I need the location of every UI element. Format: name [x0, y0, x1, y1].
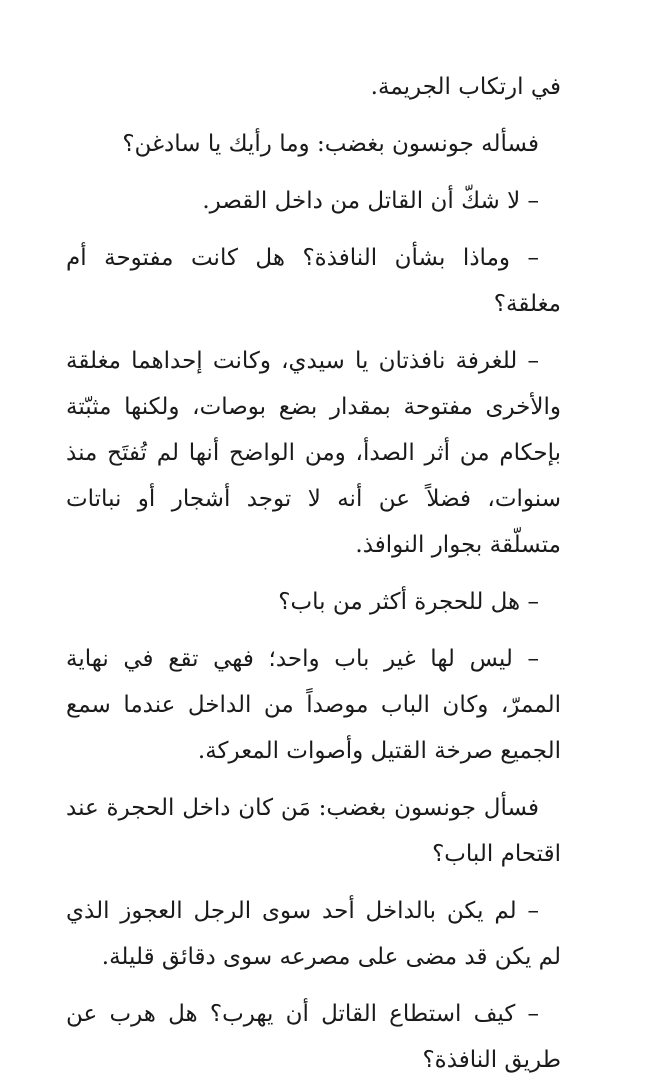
- paragraph-1: في ارتكاب الجريمة.: [370, 74, 561, 100]
- book-page: [66, 64, 561, 1073]
- paragraph-6: – هل للحجرة أكثر من باب؟: [278, 589, 539, 615]
- paragraph-4: – وماذا بشأن النافذة؟ هل كانت مفتوحة أم مغلقة؟: [66, 245, 561, 317]
- paragraph-10: – كيف استطاع القاتل أن يهرب؟ هل هرب عن طريق النافذة؟: [66, 1001, 561, 1073]
- paragraph-8: فسأل جونسون بغضب: مَن كان داخل الحجرة عند اقتحام الباب؟: [66, 795, 561, 867]
- paragraph-5: – للغرفة نافذتان يا سيدي، وكانت إحداهما مغلقة والأخرى مفتوحة بمقدار بضع بوصات، ولكنها مثبّتة بإحكام من أثر الصدأ، ومن الواضح أنها لم تُفتَح منذ سنوات، فضلاً عن أنه لا توجد أشجار أو نباتات متسلّقة بجوار النوافذ.: [66, 348, 561, 558]
- paragraph-7: – ليس لها غير باب واحد؛ فهي تقع في نهاية الممرّ، وكان الباب موصداً من الداخل عندما سمع الجميع صرخة القتيل وأصوات المعركة.: [66, 646, 561, 764]
- paragraph-3: – لا شكّ أن القاتل من داخل القصر.: [202, 188, 539, 214]
- paragraph-9: – لم يكن بالداخل أحد سوى الرجل العجوز الذي لم يكن قد مضى على مصرعه سوى دقائق قليلة.: [66, 898, 561, 970]
- paragraph-2: فسأله جونسون بغضب: وما رأيك يا سادغن؟: [122, 131, 539, 157]
